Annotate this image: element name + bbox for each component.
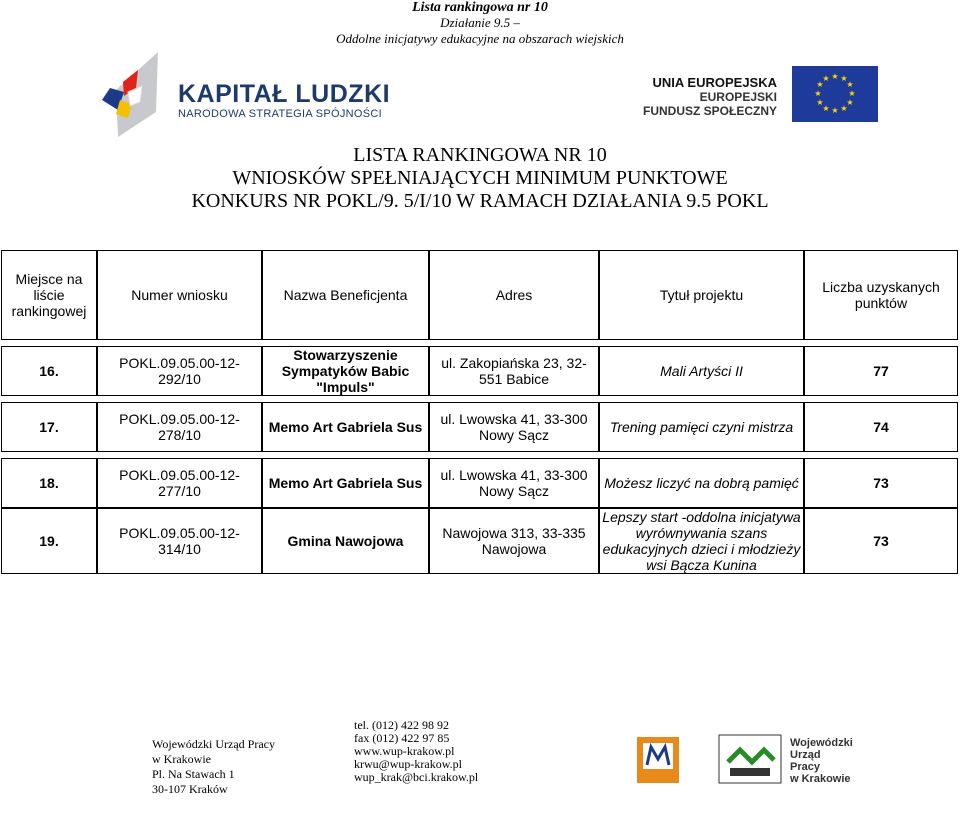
- cell-number: POKL.09.05.00-12-314/10: [97, 508, 262, 574]
- cell-number: POKL.09.05.00-12-277/10: [97, 458, 262, 508]
- eu-flag-icon: [792, 66, 878, 122]
- cell-points: 74: [804, 402, 958, 452]
- footer-email-link[interactable]: wup_krak@bci.krakow.pl: [354, 770, 479, 784]
- table-row: [1, 346, 958, 396]
- cell-address: ul. Lwowska 41, 33-300 Nowy Sącz: [429, 402, 599, 452]
- ranking-table: [1, 250, 958, 574]
- cell-beneficiary: Memo Art Gabriela Sus: [262, 402, 429, 452]
- cell-points: 77: [804, 346, 958, 396]
- footer-address: Wojewódzki Urząd Pracy w Krakowie Pl. Na Stawach 1 30-107 Kraków: [152, 737, 275, 796]
- svg-text:★: ★: [822, 104, 830, 113]
- svg-text:★: ★: [814, 89, 822, 98]
- cell-beneficiary: Gmina Nawojowa: [262, 508, 429, 574]
- col-header-beneficiary: Nazwa Beneficjenta: [262, 250, 429, 340]
- wup-krakow-logo: Wojewódzki Urząd Pracy w Krakowie: [790, 737, 853, 785]
- cell-title: Mali Artyści II: [599, 346, 804, 396]
- nss-subtitle: NARODOWA STRATEGIA SPÓJNOŚCI: [178, 108, 382, 120]
- footer-contact: tel. (012) 422 98 92 fax (012) 422 97 85 www.wup-krakow.pl krwu@wup-krakow.pl wup_krak@bci.krakow.pl: [354, 718, 479, 784]
- col-header-place: Miejsce na liście rankingowej: [1, 250, 97, 340]
- col-header-points: Liczba uzyskanych punktów: [804, 250, 958, 340]
- footer-email-link[interactable]: krwu@wup-krakow.pl: [354, 757, 462, 771]
- cell-beneficiary: Stowarzyszenie Sympatyków Babic "Impuls": [262, 346, 429, 396]
- table-row: [1, 402, 958, 452]
- cell-points: 73: [804, 458, 958, 508]
- col-header-number: Numer wniosku: [97, 250, 262, 340]
- kapital-ludzki-title: KAPITAŁ LUDZKI: [178, 80, 391, 108]
- cell-points: 73: [804, 508, 958, 574]
- svg-text:★: ★: [822, 74, 830, 83]
- cell-place: 17.: [1, 402, 97, 452]
- title-line-3: KONKURS NR POKL/9. 5/I/10 W RAMACH DZIAŁANIA 9.5 POKL: [191, 190, 769, 212]
- cell-number: POKL.09.05.00-12-292/10: [97, 346, 262, 396]
- cell-beneficiary: Memo Art Gabriela Sus: [262, 458, 429, 508]
- svg-text:★: ★: [848, 89, 856, 98]
- cell-place: 16.: [1, 346, 97, 396]
- cell-place: 18.: [1, 458, 97, 508]
- table-row: [1, 508, 958, 574]
- title-line-2: WNIOSKÓW SPEŁNIAJĄCYCH MINIMUM PUNKTOWE: [232, 167, 728, 189]
- svg-text:★: ★: [816, 98, 824, 107]
- cell-title: Możesz liczyć na dobrą pamięć: [599, 458, 804, 508]
- cell-address: ul. Lwowska 41, 33-300 Nowy Sącz: [429, 458, 599, 508]
- col-header-address: Adres: [429, 250, 599, 340]
- urzad-pracy-logo-icon: [718, 734, 782, 784]
- document-title: [0, 144, 960, 213]
- cell-title: Lepszy start -oddolna inicjatywa wyrównywania szans edukacyjnych dzieci i młodzieży wsi Bącza Kunina: [599, 508, 804, 574]
- svg-text:★: ★: [831, 72, 839, 81]
- cell-address: Nawojowa 313, 33-335 Nawojowa: [429, 508, 599, 574]
- svg-text:★: ★: [840, 74, 848, 83]
- table-row: [1, 458, 958, 508]
- svg-text:★: ★: [831, 106, 839, 115]
- title-line-1: LISTA RANKINGOWA NR 10: [353, 144, 607, 166]
- table-header-row: [1, 250, 958, 340]
- header-line-1: Lista rankingowa nr 10: [412, 0, 548, 15]
- cell-title: Trening pamięci czyni mistrza: [599, 402, 804, 452]
- col-header-title: Tytuł projektu: [599, 250, 804, 340]
- svg-text:★: ★: [846, 98, 854, 107]
- footer-website-link[interactable]: www.wup-krakow.pl: [354, 744, 455, 758]
- svg-text:★: ★: [840, 104, 848, 113]
- ue-logo-text: UNIA EUROPEJSKA EUROPEJSKI FUNDUSZ SPOŁECZNY: [642, 75, 777, 118]
- header-line-2: Działanie 9.5 –: [440, 15, 520, 30]
- cell-number: POKL.09.05.00-12-278/10: [97, 402, 262, 452]
- svg-text:★: ★: [846, 80, 854, 89]
- document-header: [0, 0, 960, 47]
- svg-text:★: ★: [816, 80, 824, 89]
- malopolska-logo-icon: [637, 737, 679, 783]
- cell-address: ul. Zakopiańska 23, 32-551 Babice: [429, 346, 599, 396]
- header-line-3: Oddolne inicjatywy edukacyjne na obszarach wiejskich: [336, 31, 624, 46]
- cell-place: 19.: [1, 508, 97, 574]
